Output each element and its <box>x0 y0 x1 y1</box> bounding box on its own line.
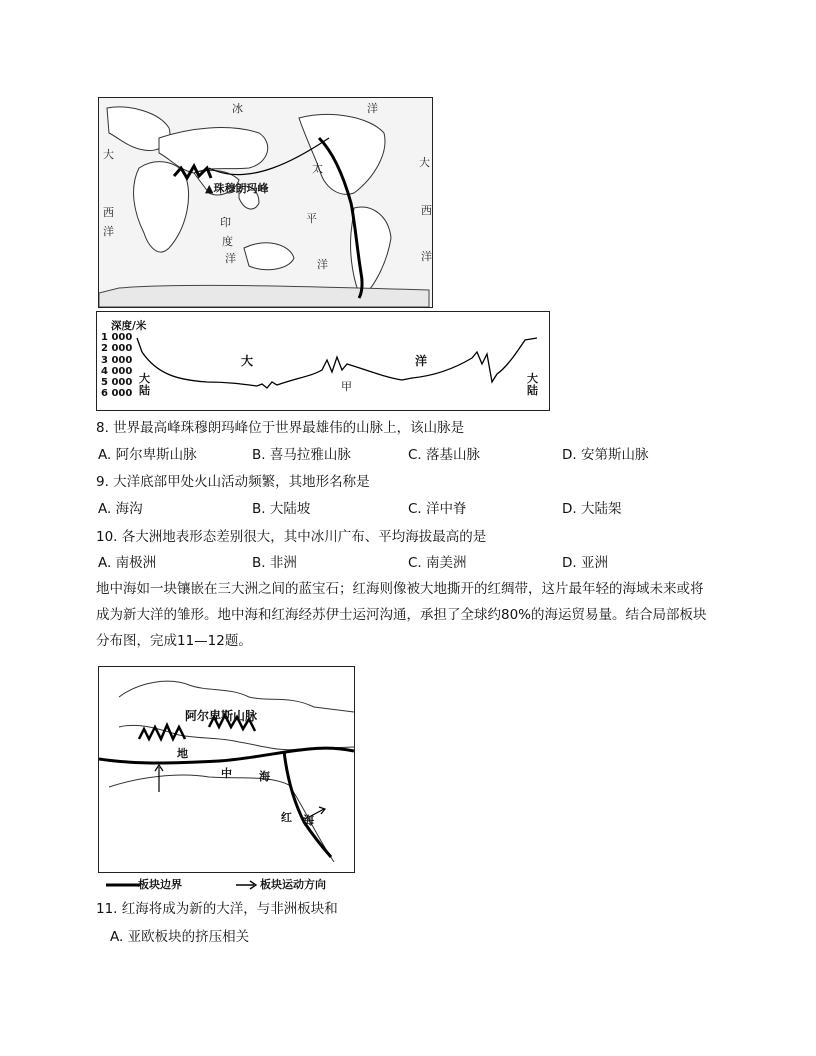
indian-ocean-label-2: 度 <box>222 235 233 248</box>
med-label-3: 海 <box>259 770 270 783</box>
pacific-label-3: 洋 <box>317 258 328 271</box>
atlantic-west-label-1: 大 <box>103 148 114 161</box>
q8-option-c[interactable]: C. 落基山脉 <box>408 447 481 463</box>
profile-ocean-label-1: 大 <box>241 354 254 368</box>
legend-boundary-label: 板块边界 <box>138 878 182 891</box>
atlantic-east-label-3: 洋 <box>421 250 432 263</box>
plate-map-legend <box>104 876 354 892</box>
question-10: 10. 各大洲地表形态差别很大，其中冰川广布、平均海拔最高的是 <box>96 529 487 545</box>
question-11: 11. 红海将成为新的大洋，与非洲板块和 <box>96 901 338 917</box>
question-9: 9. 大洋底部甲处火山活动频繁，其地形名称是 <box>96 474 370 490</box>
alps-label: 阿尔卑斯山脉 <box>185 709 258 723</box>
tick-label: 4 000 <box>101 365 133 377</box>
profile-jia-label: 甲 <box>341 380 352 393</box>
q8-option-d[interactable]: D. 安第斯山脉 <box>562 447 649 463</box>
tick-label: 5 000 <box>101 377 133 389</box>
profile-left-continent-2: 陆 <box>139 384 150 397</box>
pacific-label-1: 太 <box>312 162 323 175</box>
profile-right-continent-2: 陆 <box>527 384 538 397</box>
q9-option-a[interactable]: A. 海沟 <box>98 501 143 517</box>
ocean-floor-profile <box>96 311 550 411</box>
tick-label: 2 000 <box>101 343 133 355</box>
tick-label: 6 000 <box>101 388 133 400</box>
q9-option-b[interactable]: B. 大陆坡 <box>252 501 311 517</box>
motion-arrow-icon <box>234 878 260 892</box>
atlantic-east-label-2: 西 <box>421 204 432 217</box>
legend-motion-label: 板块运动方向 <box>260 878 326 891</box>
q10-option-a[interactable]: A. 南极洲 <box>98 555 157 571</box>
tick-label: 1 000 <box>101 332 133 343</box>
indian-ocean-label-3: 洋 <box>225 252 236 265</box>
q9-option-d[interactable]: D. 大陆架 <box>562 501 622 517</box>
q10-option-b[interactable]: B. 非洲 <box>252 555 297 571</box>
question-8: 8. 世界最高峰珠穆朗玛峰位于世界最雄伟的山脉上，该山脉是 <box>96 420 465 436</box>
med-label-2: 中 <box>221 767 232 780</box>
plate-map <box>98 666 355 873</box>
arctic-label-1: 冰 <box>232 102 243 115</box>
med-label-1: 地 <box>177 747 188 760</box>
world-map-drawing <box>99 98 432 307</box>
arctic-label-2: 洋 <box>367 102 378 115</box>
profile-curve <box>97 312 549 410</box>
profile-ocean-label-2: 洋 <box>415 354 428 368</box>
passage-text: 地中海如一块镶嵌在三大洲之间的蓝宝石；红海则像被大地撕开的红绸带，这片最年轻的海域未来或将成为新大洋的雏形。地中海和红海经苏伊士运河沟通，承担了全球约80%的海运贸易量。结合局部板块分布图，完成11—12题。 <box>96 581 707 649</box>
red-sea-label-1: 红 <box>281 811 292 824</box>
q11-option-a[interactable]: A. 亚欧板块的挤压相关 <box>110 929 250 945</box>
everest-label: ▲珠穆朗玛峰 <box>205 182 269 195</box>
indian-ocean-label-1: 印 <box>220 216 231 229</box>
tick-label: 3 000 <box>101 354 133 366</box>
atlantic-west-label-3: 洋 <box>103 225 114 238</box>
profile-ylabel: 深度/米 <box>111 320 147 332</box>
profile-left-continent-1: 大 <box>139 372 150 385</box>
profile-right-continent-1: 大 <box>527 372 538 385</box>
pacific-label-2: 平 <box>306 212 317 225</box>
world-map <box>98 97 433 308</box>
atlantic-west-label-2: 西 <box>103 206 114 219</box>
q9-option-c[interactable]: C. 洋中脊 <box>408 501 467 517</box>
atlantic-east-label-1: 大 <box>419 156 430 169</box>
q10-option-d[interactable]: D. 亚洲 <box>562 555 608 571</box>
q8-option-a[interactable]: A. 阿尔卑斯山脉 <box>98 447 197 463</box>
q10-option-c[interactable]: C. 南美洲 <box>408 555 467 571</box>
q8-option-b[interactable]: B. 喜马拉雅山脉 <box>252 447 351 463</box>
red-sea-label-2: 海 <box>303 814 314 827</box>
